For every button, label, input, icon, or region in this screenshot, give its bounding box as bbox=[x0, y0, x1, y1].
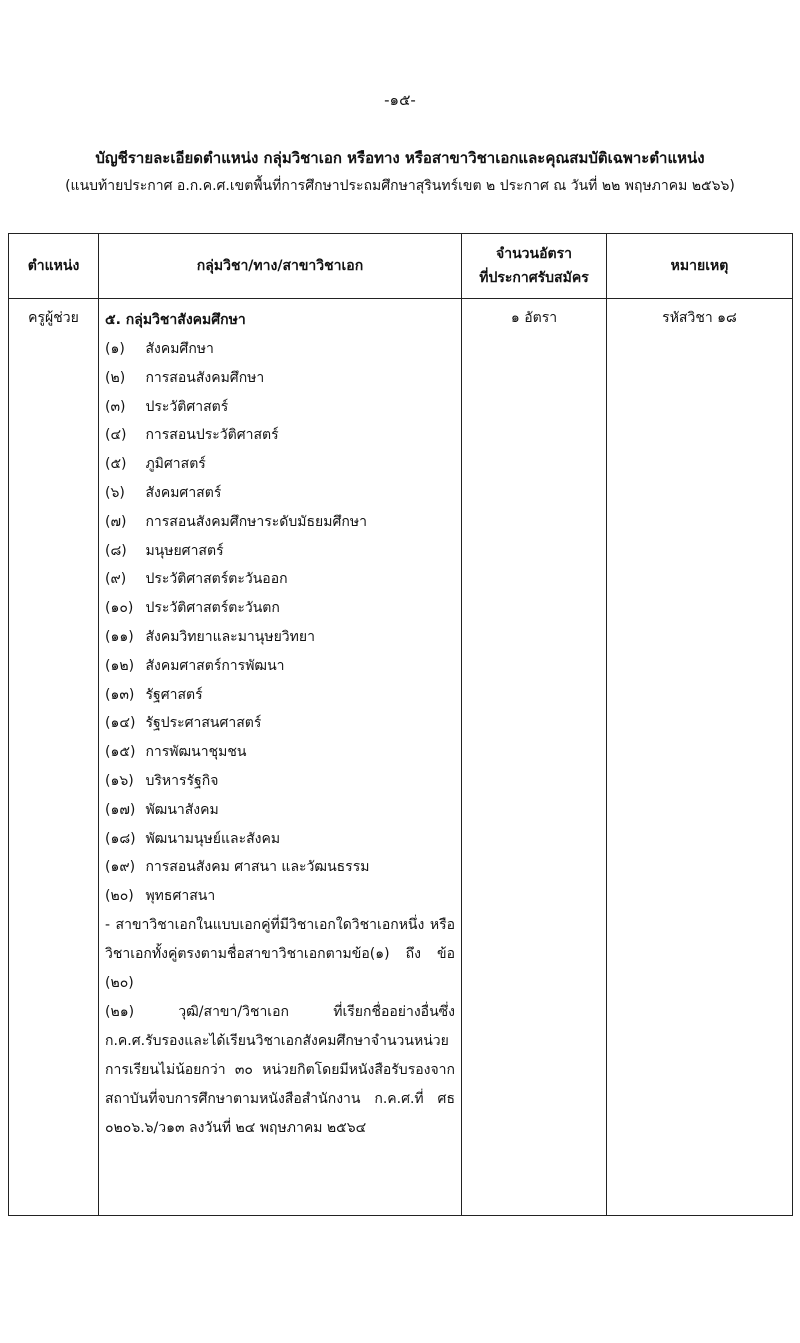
list-item-text: พุทธศาสนา bbox=[145, 888, 216, 905]
cell-note: รหัสวิชา ๑๘ bbox=[607, 299, 793, 1216]
list-item bbox=[105, 594, 455, 623]
list-item-text: การสอนสังคมศึกษาระดับมัธยมศึกษา bbox=[145, 513, 367, 530]
list-item bbox=[105, 767, 455, 796]
list-item-text: มนุษยศาสตร์ bbox=[145, 542, 224, 559]
cell-position: ครูผู้ช่วย bbox=[9, 299, 99, 1216]
list-item bbox=[105, 364, 455, 393]
list-item-text: การสอนสังคม ศาสนา และวัฒนธรรม bbox=[145, 859, 370, 876]
list-item-number: (๑๖) bbox=[105, 772, 134, 789]
header-position: ตำแหน่ง bbox=[9, 234, 99, 299]
list-item bbox=[105, 508, 455, 537]
list-item-number: (๑๗) bbox=[105, 801, 136, 818]
list-item bbox=[105, 681, 455, 710]
list-item-text: พัฒนาสังคม bbox=[145, 801, 219, 818]
position-table bbox=[8, 233, 793, 1216]
list-item-number: (๑๑) bbox=[105, 628, 134, 645]
list-item-text: รัฐศาสตร์ bbox=[145, 686, 203, 703]
list-item-number: (๘) bbox=[105, 542, 127, 559]
header-subject: กลุ่มวิชา/ทาง/สาขาวิชาเอก bbox=[99, 234, 462, 299]
list-item bbox=[105, 652, 455, 681]
list-item bbox=[105, 825, 455, 854]
list-item bbox=[105, 623, 455, 652]
list-item-number: (๗) bbox=[105, 513, 127, 530]
double-major-note: - สาขาวิชาเอกในแบบเอกคู่ที่มีวิชาเอกใดวิชาเอกหนึ่ง หรือวิชาเอกทั้งคู่ตรงตามชื่อสาขาวิชาเอกตามข้อ(๑) ถึง ข้อ (๒๐) bbox=[105, 916, 455, 991]
list-item-text: การพัฒนาชุมชน bbox=[145, 744, 247, 761]
header-rate: จำนวนอัตรา ที่ประกาศรับสมัคร bbox=[462, 234, 607, 299]
list-item-text: สังคมศาสตร์การพัฒนา bbox=[145, 657, 285, 674]
list-item-text: ประวัติศาสตร์ตะวันออก bbox=[145, 571, 288, 588]
list-item-text: สังคมวิทยาและมานุษยวิทยา bbox=[145, 628, 315, 645]
list-item-text: บริหารรัฐกิจ bbox=[145, 772, 219, 789]
equivalent-qualification-note: (๒๑) วุฒิ/สาขา/วิชาเอก ที่เรียกชื่ออย่างอื่นซึ่ง ก.ค.ศ.รับรองและได้เรียนวิชาเอกสังคมศึกษาจำนวนหน่วยการเรียนไม่น้อยกว่า ๓๐ หน่วยกิตโดยมีหนังสือรับรองจากสถาบันที่จบการศึกษาตามหนังสือสำนักงาน ก.ค.ศ.ที่ ศธ ๐๒๐๖.๖/ว๑๓ ลงวันที่ ๒๔ พฤษภาคม ๒๕๖๔ bbox=[105, 1003, 455, 1136]
list-item bbox=[105, 537, 455, 566]
cell-rate: ๑ อัตรา bbox=[462, 299, 607, 1216]
document-subtitle: (แนบท้ายประกาศ อ.ก.ค.ศ.เขตพื้นที่การศึกษาประถมศึกษาสุรินทร์เขต ๒ ประกาศ ณ วันที่ ๒๒ พฤษภาคม ๒๕๖๖) bbox=[65, 178, 735, 194]
list-item bbox=[105, 335, 455, 364]
page-number: -๑๕- bbox=[384, 91, 416, 109]
list-item-number: (๕) bbox=[105, 456, 127, 473]
list-item-text: สังคมศาสตร์ bbox=[145, 484, 222, 501]
list-item bbox=[105, 479, 455, 508]
table-row bbox=[9, 299, 793, 1216]
list-item bbox=[105, 882, 455, 911]
list-item bbox=[105, 421, 455, 450]
list-item-number: (๖) bbox=[105, 484, 125, 501]
list-item bbox=[105, 565, 455, 594]
list-item bbox=[105, 796, 455, 825]
list-item-number: (๑๕) bbox=[105, 744, 136, 761]
list-item-text: รัฐประศาสนศาสตร์ bbox=[145, 715, 262, 732]
list-item-text: ประวัติศาสตร์ bbox=[145, 398, 229, 415]
list-item-text: การสอนสังคมศึกษา bbox=[145, 369, 265, 386]
list-item bbox=[105, 738, 455, 767]
list-item-number: (๑๓) bbox=[105, 686, 135, 703]
table-header-row bbox=[9, 234, 793, 299]
list-item bbox=[105, 393, 455, 422]
list-item-text: พัฒนามนุษย์และสังคม bbox=[145, 830, 281, 847]
major-list bbox=[105, 335, 455, 911]
list-item-number: (๑๒) bbox=[105, 657, 135, 674]
list-item bbox=[105, 853, 455, 882]
list-item-number: (๑๔) bbox=[105, 715, 136, 732]
header-note: หมายเหตุ bbox=[607, 234, 793, 299]
list-item-number: (๔) bbox=[105, 427, 127, 444]
list-item-number: (๑) bbox=[105, 341, 125, 357]
list-item-text: ภูมิศาสตร์ bbox=[145, 456, 206, 473]
document-title: บัญชีรายละเอียดตำแหน่ง กลุ่มวิชาเอก หรือทาง หรือสาขาวิชาเอกและคุณสมบัติเฉพาะตำแหน่ง bbox=[95, 149, 705, 167]
subject-group-title: ๕. กลุ่มวิชาสังคมศึกษา bbox=[105, 312, 246, 328]
list-item-text: การสอนประวัติศาสตร์ bbox=[145, 427, 279, 444]
list-item-number: (๒) bbox=[105, 369, 126, 386]
list-item-number: (๒๐) bbox=[105, 888, 134, 905]
list-item-text: ประวัติศาสตร์ตะวันตก bbox=[145, 600, 280, 617]
list-item bbox=[105, 450, 455, 479]
list-item-number: (๑๙) bbox=[105, 859, 136, 876]
list-item-number: (๑๐) bbox=[105, 600, 134, 617]
list-item-number: (๙) bbox=[105, 571, 127, 588]
list-item-text: สังคมศึกษา bbox=[145, 341, 214, 357]
list-item-number: (๑๘) bbox=[105, 830, 136, 847]
cell-subject bbox=[99, 299, 462, 1216]
list-item-number: (๓) bbox=[105, 398, 126, 415]
list-item bbox=[105, 709, 455, 738]
